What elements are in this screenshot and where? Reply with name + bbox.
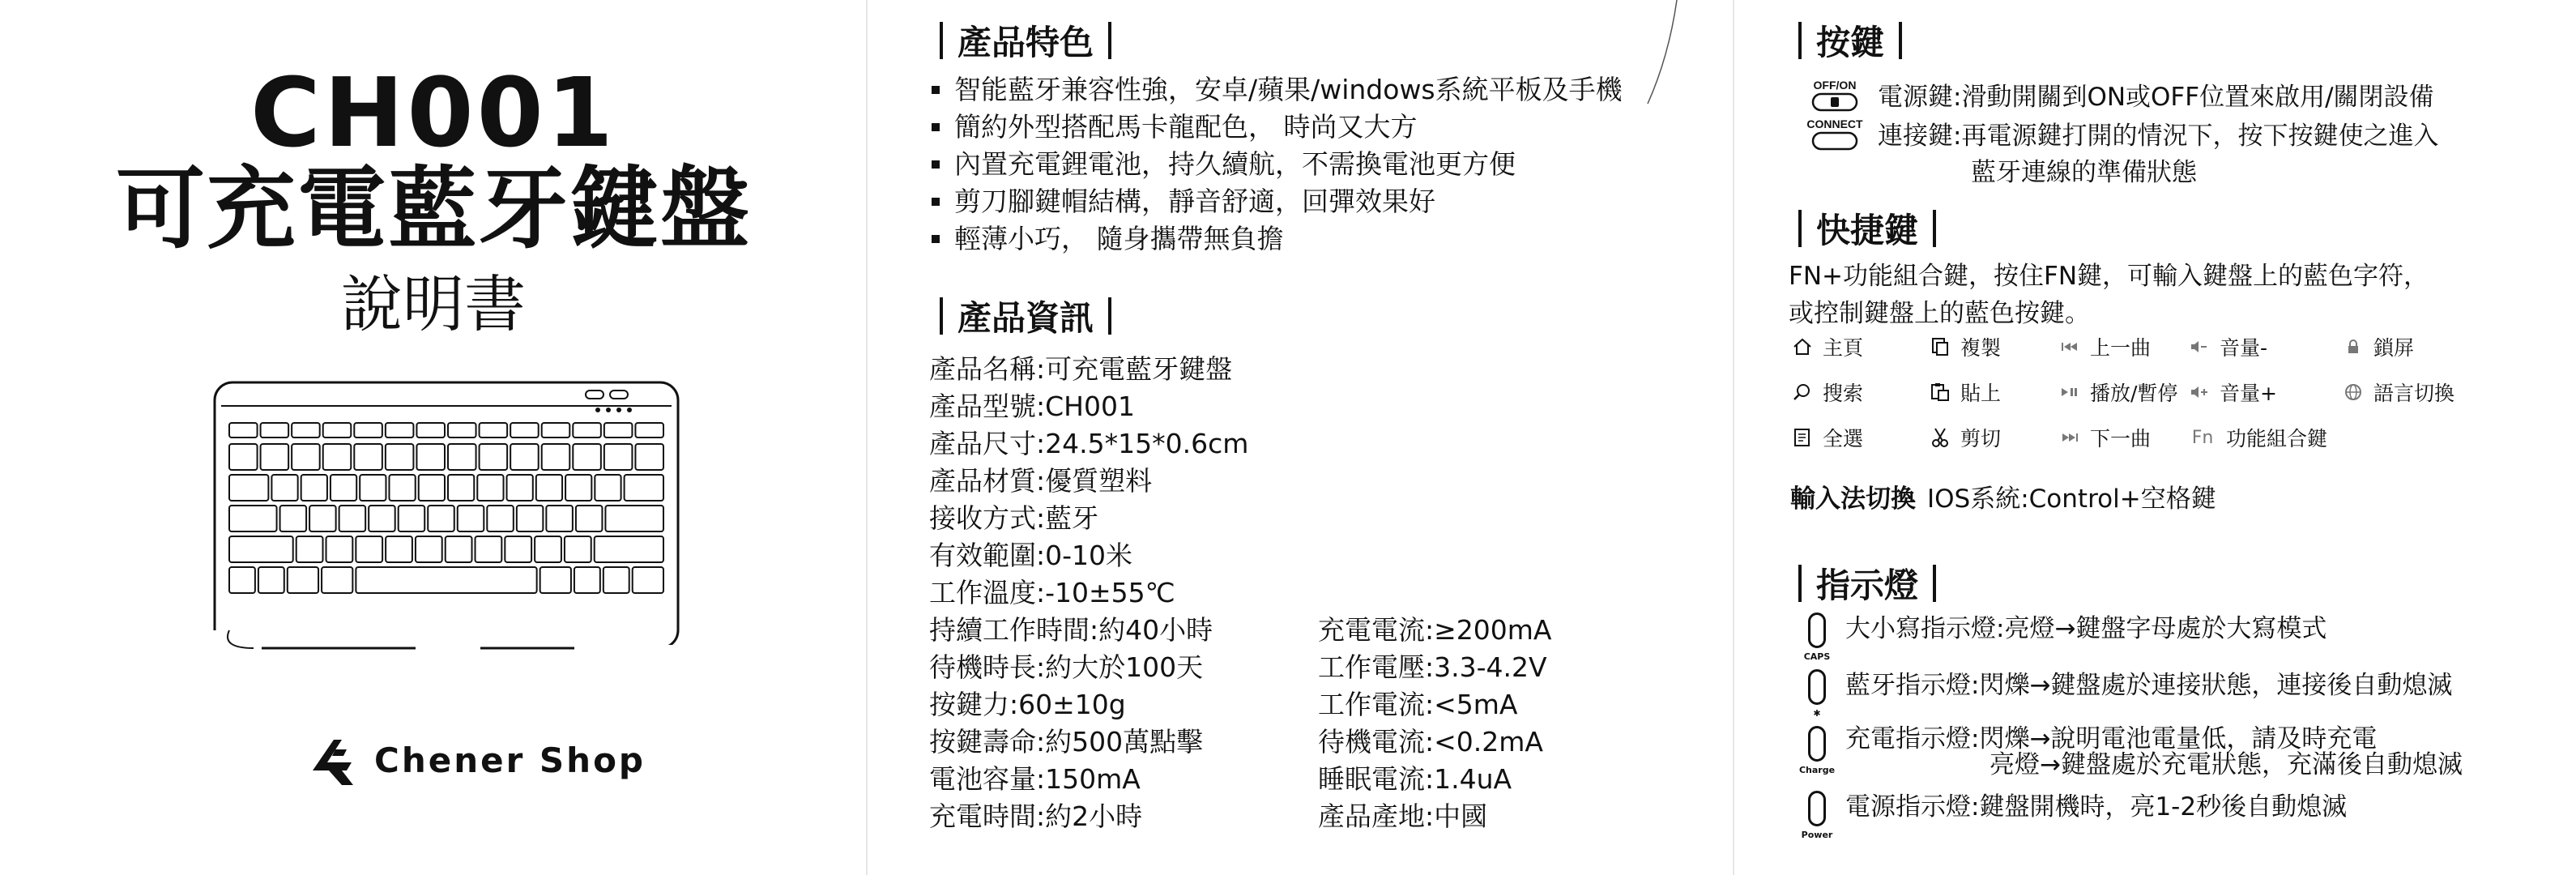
spec-list-left bbox=[929, 351, 1248, 835]
bluetooth-led-icon: ✱ bbox=[1789, 669, 1845, 719]
features-list bbox=[932, 71, 1623, 258]
power-indicator-row bbox=[1789, 791, 2347, 840]
shortcut-vol-up: 音量+ bbox=[2187, 376, 2277, 408]
lock-icon bbox=[2341, 335, 2365, 359]
brand-block bbox=[306, 728, 646, 792]
spec-row: 工作溫度:-10±55℃ bbox=[929, 577, 1175, 608]
power-led-icon: Power bbox=[1789, 791, 1845, 840]
list-item: 智能藍牙兼容性強，安卓/蘋果/windows系統平板及手機 bbox=[932, 71, 1623, 109]
volume-up-icon bbox=[2187, 380, 2211, 404]
charge-indicator-row bbox=[1789, 726, 2463, 778]
connect-key-text: 連接鍵:再電源鍵打開的情況下，按下按鍵使之進入 bbox=[1878, 122, 2439, 151]
previous-track-icon bbox=[2058, 335, 2082, 359]
svg-text:OFF/ON: OFF/ON bbox=[1813, 79, 1857, 92]
shortcut-search: 搜索 bbox=[1790, 376, 1863, 408]
spec-row: 充電時間:約2小時 bbox=[929, 800, 1143, 832]
bluetooth-indicator-row bbox=[1789, 669, 2452, 719]
indicators-heading: 指示燈 bbox=[1798, 559, 1951, 608]
features-panel bbox=[867, 0, 1734, 875]
fn-icon: Fn bbox=[2191, 427, 2214, 448]
instructions-panel bbox=[1734, 0, 2576, 875]
spec-row: 產品名稱:可充電藍牙鍵盤 bbox=[929, 353, 1233, 385]
list-item: 輕薄小巧， 隨身攜帶無負擔 bbox=[932, 220, 1623, 258]
power-key-text: 電源鍵:滑動開關到ON或OFF位置來啟用/關閉設備 bbox=[1878, 83, 2434, 112]
info-heading: 產品資訊 bbox=[940, 292, 1126, 340]
next-track-icon bbox=[2058, 425, 2082, 450]
shortcut-home: 主頁 bbox=[1790, 331, 1863, 363]
keyboard-illustration bbox=[213, 381, 680, 650]
ime-switch-row bbox=[1790, 478, 2216, 514]
shortcut-cut: 剪切 bbox=[1928, 421, 2001, 454]
spec-row: 工作電壓:3.3-4.2V bbox=[1318, 651, 1547, 683]
caps-indicator-row bbox=[1789, 612, 2327, 662]
shortcut-language: 語言切換 bbox=[2341, 376, 2454, 408]
shortcuts-description: FN+功能組合鍵，按住FN鍵，可輸入鍵盤上的藍色字符， 或控制鍵盤上的藍色按鍵。 bbox=[1789, 262, 2429, 328]
shortcut-next: 下一曲 bbox=[2058, 421, 2151, 454]
spec-row: 充電電流:≥200mA bbox=[1318, 614, 1552, 646]
caps-indicator-text: 大小寫指示燈:亮燈→鍵盤字母處於大寫模式 bbox=[1845, 614, 2327, 643]
cover-panel bbox=[0, 0, 867, 875]
shortcut-paste: 貼上 bbox=[1928, 376, 2001, 408]
power-indicator-text: 電源指示燈:鍵盤開機時，亮1-2秒後自動熄滅 bbox=[1845, 792, 2348, 822]
svg-text:CONNECT: CONNECT bbox=[1806, 117, 1863, 130]
manual-label: 說明書 bbox=[341, 268, 526, 340]
spec-row: 待機時長:約大於100天 bbox=[929, 651, 1204, 683]
scissors-icon bbox=[1928, 425, 1952, 450]
copy-icon bbox=[1928, 335, 1952, 359]
pen-mark bbox=[1644, 0, 1685, 105]
spec-row: 持續工作時間:約40小時 bbox=[929, 614, 1213, 646]
spec-row: 產品材質:優質塑料 bbox=[929, 465, 1153, 497]
bluetooth-indicator-text: 藍牙指示燈:閃爍→鍵盤處於連接狀態，連接後自動熄滅 bbox=[1845, 671, 2453, 700]
select-all-icon bbox=[1790, 425, 1815, 450]
spec-row: 產品尺寸:24.5*15*0.6cm bbox=[929, 428, 1249, 459]
volume-down-icon bbox=[2187, 335, 2211, 359]
shortcut-prev: 上一曲 bbox=[2058, 331, 2151, 363]
spec-row: 有效範圍:0-10米 bbox=[929, 540, 1133, 571]
brand-name: Chener Shop bbox=[374, 740, 646, 780]
shortcut-select-all: 全選 bbox=[1790, 421, 1863, 454]
charge-indicator-text-2: 亮燈→鍵盤處於充電狀態，充滿後自動熄滅 bbox=[1990, 750, 2463, 779]
connect-button-icon bbox=[1798, 115, 1871, 164]
model-number: CH001 bbox=[250, 57, 616, 169]
search-icon bbox=[1790, 380, 1815, 404]
charge-led-icon: Charge bbox=[1789, 726, 1845, 775]
spec-row: 按鍵力:60±10g bbox=[929, 689, 1126, 720]
features-heading: 產品特色 bbox=[940, 16, 1126, 65]
charge-indicator-text: 充電指示燈:閃爍→說明電池電量低，請及時充電 bbox=[1845, 724, 2378, 753]
chener-logo-icon bbox=[306, 732, 363, 788]
shortcut-lock: 鎖屏 bbox=[2341, 331, 2414, 363]
spec-row: 待機電流:<0.2mA bbox=[1318, 726, 1543, 758]
ime-label: 輸入法切換 bbox=[1790, 484, 1916, 514]
spec-row: 產品產地:中國 bbox=[1318, 800, 1488, 832]
play-pause-icon bbox=[2058, 380, 2082, 404]
caps-led-icon: CAPS bbox=[1789, 612, 1845, 662]
shortcut-play-pause: 播放/暫停 bbox=[2058, 376, 2177, 408]
spec-row: 電池容量:150mA bbox=[929, 763, 1141, 795]
spec-row: 產品型號:CH001 bbox=[929, 391, 1135, 422]
ime-value: IOS系統:Control+空格鍵 bbox=[1927, 484, 2216, 514]
spec-row: 睡眠電流:1.4uA bbox=[1318, 763, 1512, 795]
shortcuts-heading: 快捷鍵 bbox=[1798, 204, 1951, 253]
connect-key-text-cont: 藍牙連線的準備狀態 bbox=[1971, 158, 2197, 187]
product-title: 可充電藍牙鍵盤 bbox=[116, 157, 751, 261]
shortcut-vol-down: 音量- bbox=[2187, 331, 2267, 363]
list-item: 簡約外型搭配馬卡龍配色， 時尚又大方 bbox=[932, 109, 1623, 146]
globe-icon bbox=[2341, 380, 2365, 404]
spec-list-right bbox=[1318, 612, 1551, 835]
spec-row: 接收方式:藍牙 bbox=[929, 502, 1099, 534]
home-icon bbox=[1790, 335, 1815, 359]
paste-icon bbox=[1928, 380, 1952, 404]
spec-row: 按鍵壽命:約500萬點擊 bbox=[929, 726, 1204, 758]
spec-row: 工作電流:<5mA bbox=[1318, 689, 1518, 720]
shortcut-copy: 複製 bbox=[1928, 331, 2001, 363]
list-item: 內置充電鋰電池，持久續航，不需換電池更方便 bbox=[932, 146, 1623, 183]
buttons-heading: 按鍵 bbox=[1798, 16, 1917, 65]
list-item: 剪刀腳鍵帽結構，靜音舒適，回彈效果好 bbox=[932, 183, 1623, 220]
connect-key-row bbox=[1798, 115, 2438, 188]
shortcut-fn: Fn 功能組合鍵 bbox=[2187, 421, 2327, 454]
